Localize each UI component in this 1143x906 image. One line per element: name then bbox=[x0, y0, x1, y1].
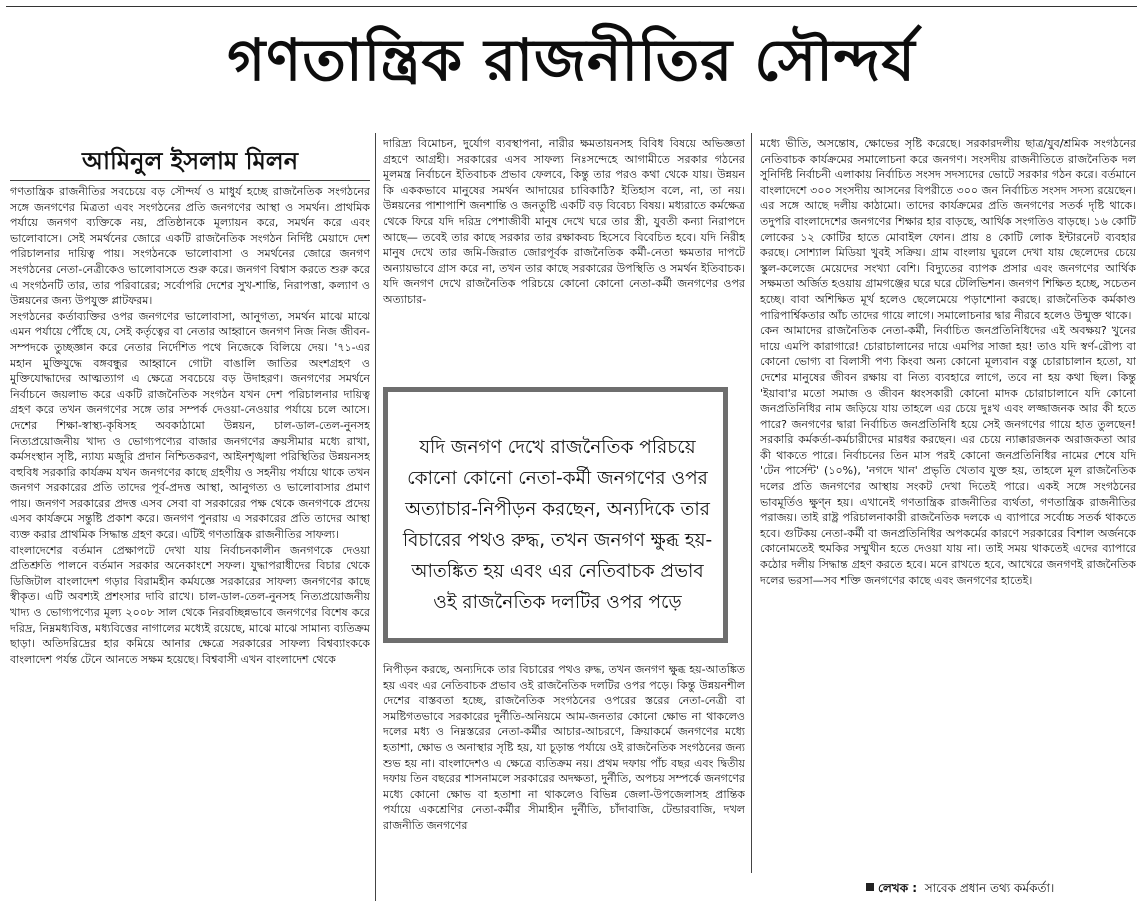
col1-paragraph-2: সংগঠনের কর্তাব্যক্তির ওপর জনগণের ভালোবাসা, আনুগত্য, সমর্থন মাঝে মাঝে এমন পর্যায়ে পৌঁছে যে, সেই কর্তৃত্বের বা নেতার আহ্বানে জনগণ নিজ নিজ জীবন-সম্পদকে তুচ্ছজ্ঞান করে নেতার নির্দেশিত পথে নিজেকে বিলিয়ে দেয়। '৭১-এর মহান মুক্তিযুদ্ধে বঙ্গবন্ধুর আহ্বানে গোটা বাঙালি জাতির অংশগ্রহণ ও মুক্তিযোদ্ধাদের আত্মত্যাগ এ ক্ষেত্রে সবচেয়ে বড় উদাহরণ। জনগণের সমর্থনে নির্বাচনে জয়লাভ করে একটি রাজনৈতিক সংগঠন যখন দেশ পরিচালনার দায়িত্ব গ্রহণ করে তখন জনগণের সঙ্গে তার সম্পর্ক দেওয়া-নেওয়ার পর্যায়ে চলে আসে। দেশের শিক্ষা-স্বাস্থ্য-কৃষিসহ অবকাঠামো উন্নয়ন, চাল-ডাল-তেল-নুনসহ নিত্যপ্রয়োজনীয় খাদ্য ও ভোগ্যপণ্যের বাজার জনগণের ক্রয়সীমার মধ্যে রাখা, কর্মসংস্থান সৃষ্টি, ন্যায্য মজুরি প্রদান নিশ্চিতকরণ, আইনশৃঙ্খলা পরিস্থিতির উন্নয়নসহ বহুবিধ সরকারি কার্যক্রম যখন জনগণের কাছে গ্রহণীয় ও সহনীয় পর্যায়ে থাকে তখন জনগণ সরকারের প্রতি তাদের পূর্ব-প্রদত্ত আস্থা, আনুগত্য ও ভালোবাসার প্রমাণ পায়। জনগণ সরকারের প্রদত্ত এসব সেবা বা সরকারের পক্ষ থেকে জনগণকে প্রদেয় এসব কার্যক্রমে সন্তুষ্টি প্রকাশ করে। জনগণ পুনরায় এ সরকারের প্রতি তাদের আস্থা ব্যক্ত করার প্রাথমিক সিদ্ধান্ত গ্রহণ করে। এটিই গণতান্ত্রিক রাজনীতির সাফল্য। bbox=[10, 309, 370, 542]
column-divider-1 bbox=[375, 133, 376, 901]
article-headline: গণতান্ত্রিক রাজনীতির সৌন্দর্য bbox=[227, 26, 916, 94]
col3-paragraph-1: মধ্যে ভীতি, অসন্তোষ, ক্ষোভের সৃষ্টি করেছে। সরকারদলীয় ছাত্র/যুব/শ্রমিক সংগঠনের নেতিবাচক কার্যক্রমের সমালোচনা করে জনগণ। সংসদীয় রাজনীতিতে রাজনৈতিক দল সুনির্দিষ্ট নির্বাচনী এলাকায় নির্বাচিত সংসদ সদস্যদের ভোটে সরকার গঠন করে। বর্তমানে বাংলাদেশে ৩০০ সংসদীয় আসনের বিপরীতে ৩০০ জন নির্বাচিত সংসদ সদস্য রয়েছেন। এর সঙ্গে আছে দলীয় কাঠামো। তাদের কার্যক্রমের প্রতি জনগণের সতর্ক দৃষ্টি থাকে। তদুপরি বাংলাদেশের জনগণের শিক্ষার হার বাড়ছে, আর্থিক সংগতিও বাড়ছে। ১৬ কোটি লোকের ১২ কোটির হাতে মোবাইল ফোন। প্রায় ৪ কোটি লোক ইন্টারনেট ব্যবহার করছে। সোশ্যাল মিডিয়া খুবই সক্রিয়। গ্রাম বাংলায় ঘুরলে দেখা যায় ছেলেদের চেয়ে স্কুল-কলেজে মেয়েদের সংখ্যা বেশি। বিদ্যুতের ব্যাপক প্রসার এবং জনগণের আর্থিক সক্ষমতা অর্জিত হওয়ায় গ্রামগঞ্জের ঘরে ঘরে টেলিভিশন। জনগণ শিক্ষিত হচ্ছে, সচেতন হচ্ছে। বাবা অশিক্ষিত মূর্খ হলেও ছেলেমেয়ে পড়াশোনা করছে। রাজনৈতিক কর্মকাণ্ড পারিপার্শ্বিকতার আঁচ তাদের গায়ে লাগে। সমালোচনার দ্বার নীরবে হলেও উন্মুক্ত থাকে। bbox=[760, 137, 1136, 322]
pull-quote-text: যদি জনগণ দেখে রাজনৈতিক পরিচয়ে কোনো কোনো নেতা-কর্মী জনগণের ওপর অত্যাচার-নিপীড়ন করছেন, অন্যদিকে তার বিচারের পথও রুদ্ধ, তখন জনগণ ক্ষুব্ধ হয়-আতঙ্কিত হয় এবং এর নেতিবাচক প্রভাব ওই রাজনৈতিক দলটির ওপর পড়ে bbox=[402, 437, 713, 613]
column-3 bbox=[760, 136, 1136, 874]
col2-bottom-paragraph: নিপীড়ন করছে, অন্যদিকে তার বিচারের পথও রুদ্ধ, তখন জনগণ ক্ষুব্ধ হয়-আতঙ্কিত হয় এবং এর নেতিবাচক প্রভাব ওই রাজনৈতিক দলটির ওপর পড়ে। কিন্তু উন্নয়নশীল দেশের বাস্তবতা হচ্ছে, রাজনৈতিক সংগঠনের ওপরের স্তরের নেতা-নেত্রী বা সমষ্টিগতভাবে সরকারের দুর্নীতি-অনিয়মে আম-জনতার কোনো ক্ষোভ না থাকলেও দলের মধ্য ও নিম্নস্তরের নেতা-কর্মীর আচার-আচরণে, ক্রিয়াকর্মে জনগণের মধ্যে হতাশা, ক্ষোভ ও অনাস্থার সৃষ্টি হয়, যা চূড়ান্ত পর্যায়ে ওই রাজনৈতিক সংগঠনের জন্য শুভ হয় না। বাংলাদেশও এ ক্ষেত্রে ব্যতিক্রম নয়। প্রথম দফায় পাঁচ বছর এবং দ্বিতীয় দফায় তিন বছরের শাসনামলে সরকারের অদক্ষতা, দুর্নীতি, অপচয় সম্পর্কে জনগণের মধ্যে কোনো ক্ষোভ বা হতাশা না থাকলেও বিভিন্ন জেলা-উপজেলাসহ প্রান্তিক পর্যায়ে একশ্রেণির নেতা-কর্মীর সীমাহীন দুর্নীতি, চাঁদাবাজি, টেন্ডারবাজি, দখল রাজনীতি জনগণের bbox=[383, 663, 745, 832]
author-note-label: লেখক : bbox=[878, 881, 918, 895]
author-note-text: সাবেক প্রধান তথ্য কর্মকর্তা। bbox=[924, 881, 1055, 895]
column-1 bbox=[10, 184, 370, 900]
column-2-top bbox=[383, 136, 745, 380]
column-divider-2 bbox=[751, 133, 752, 873]
pull-quote-box bbox=[383, 387, 728, 643]
col3-paragraph-2: কেন আমাদের রাজনৈতিক নেতা-কর্মী, নির্বাচিত জনপ্রতিনিধিদের এই অবক্ষয়? খুনের দায়ে এমপি কারাগারে! চোরাচালানের দায়ে এমপির সাজা হয়! তাও যদি স্বর্ণ-রৌপ্য বা কোনো ভোগ্য বা বিলাসী পণ্য কিংবা অন্য কোনো মূল্যবান বস্তু চোরাচালান হতো, যা দেশের মানুষের জীবন রক্ষায় বা নিত্য ব্যবহারে লাগে, তবে না হয় কথা ছিল। কিন্তু 'ইয়াবা'র মতো সমাজ ও জীবন ধ্বংসকারী কোনো মাদক চোরাচালানে যদি কোনো জনপ্রতিনিধির নাম জড়িয়ে যায় তাহলে এর চেয়ে দুঃখ এবং লজ্জাজনক আর কী হতে পারে? জনগণের দ্বারা নির্বাচিত জনপ্রতিনিধি হয়ে সেই জনগণের গায়ে হাত তুলছেন! সরকারি কর্মকর্তা-কর্মচারীদের মারধর করছেন। এর চেয়ে ন্যাক্কারজনক অরাজকতা আর কী থাকতে পারে। নির্বাচনের তিন মাস পরই কোনো জনপ্রতিনিধির নামের শেষে যদি 'টেন পার্সেন্ট' (১০%), 'নগদে খান' প্রভৃতি খেতাব যুক্ত হয়, তাহলে মূল রাজনৈতিক দলের প্রতি জনগণের আস্থায় সংকট দেখা দিতেই পারে। একই সঙ্গে সংগঠনের ভাবমূর্তিও ক্ষুণ্ন হয়। এখানেই গণতান্ত্রিক রাজনীতির ব্যর্থতা, গণতান্ত্রিক রাজনীতির পরাজয়। তাই রাষ্ট্র পরিচালনাকারী রাজনৈতিক দলকে এ ব্যাপারে সর্বোচ্চ সতর্ক থাকতে হবে। গুটিকয় নেতা-কর্মী বা জনপ্রতিনিধির অপকর্মের কারণে সরকারের বিশাল অর্জনকে কোনোমতেই হুমকির সম্মুখীন হতে দেওয়া যায় না। তাই সময় থাকতেই এদের ব্যাপারে কঠোর দলীয় সিদ্ধান্ত গ্রহণ করতে হবে। মনে রাখতে হবে, আখেরে জনগণই রাজনৈতিক দলের ভরসা—সব শক্তি জনগণের কাছে এবং জনগণের হাতেই। bbox=[760, 324, 1136, 587]
column-2-bottom bbox=[383, 662, 745, 900]
top-rule bbox=[6, 6, 1137, 7]
square-bullet-icon bbox=[866, 883, 874, 891]
col1-paragraph-3: বাংলাদেশের বর্তমান প্রেক্ষাপটে দেখা যায় নির্বাচনকালীন জনগণকে দেওয়া প্রতিশ্রুতি পালনে বর্তমান সরকার অনেকাংশে সফল। যুদ্ধাপরাধীদের বিচার থেকে ডিজিটাল বাংলাদেশ গড়ার বিরামহীন কর্মযজ্ঞে সরকারের সাফল্য জনগণের কাছে স্বীকৃত। এটি অবশ্যই প্রশংসার দাবি রাখে। চাল-ডাল-তেল-নুনসহ নিত্যপ্রয়োজনীয় খাদ্য ও ভোগ্যপণ্যের মূল্য ২০০৮ সাল থেকে নিরবচ্ছিন্নভাবে জনগণের বিশেষ করে দরিদ্র, নিম্নমধ্যবিত্ত, মধ্যবিত্তের নাগালের মধ্যেই রয়েছে, মাঝে মাঝে সামান্য ব্যতিক্রম ছাড়া। অতিদরিদ্রের হার কমিয়ে আনার ক্ষেত্রে সরকারের সাফল্য বিশ্বব্যাংককে বাংলাদেশ পর্যন্ত টেনে আনতে সক্ষম হয়েছে। বিশ্ববাসী এখন বাংলাদেশ থেকে bbox=[10, 543, 370, 666]
byline-rule bbox=[10, 180, 370, 181]
col1-paragraph-1: গণতান্ত্রিক রাজনীতির সবচেয়ে বড় সৌন্দর্য ও মাধুর্য হচ্ছে রাজনৈতিক সংগঠনের সঙ্গে জনগণের মিত্রতা এবং সংগঠনের প্রতি জনগণের আস্থা ও সমর্থন। প্রাথমিক পর্যায়ে জনগণ ব্যক্তিকে নয়, প্রতিষ্ঠানকে মূল্যায়ন করে, সমর্থন করে এবং ভালোবাসে। সেই সমর্থনের জোরে একটি রাজনৈতিক সংগঠন নির্দিষ্ট মেয়াদে দেশ পরিচালনার দায়িত্ব পায়। সংগঠনকে ভালোবাসা ও সমর্থনের জোরে জনগণ সংগঠনের নেতা-নেত্রীকেও ভালোবাসতে শুরু করে। জনগণ বিশ্বাস করতে শুরু করে এ সংগঠনটি তার, তার পরিবারের; সর্বোপরি দেশের সুখ-শান্তি, নিরাপত্তা, কল্যাণ ও উন্নয়নের জন্য উপযুক্ত প্লাটফরম। bbox=[10, 185, 370, 308]
author-note bbox=[866, 880, 1136, 896]
author-byline: আমিনুল ইসলাম মিলন bbox=[82, 147, 299, 175]
col2-paragraph-1: দারিদ্র্য বিমোচন, দুর্যোগ ব্যবস্থাপনা, নারীর ক্ষমতায়নসহ বিবিধ বিষয়ে অভিজ্ঞতা গ্রহণে আগ্রহী। সরকারের এসব সাফল্য নিঃসন্দেহে আগামীতে সরকার গঠনের মূলমন্ত্র নির্বাচনে ইতিবাচক প্রভাব ফেলবে, কিন্তু তার পরও কথা থেকে যায়। উন্নয়ন কি এককভাবে মানুষের সমর্থন আদায়ের চাবিকাঠি? ইতিহাস বলে, না, তা নয়। উন্নয়নের পাশাপাশি জনশান্তি ও জনতুষ্টি একটি বড় বিবেচ্য বিষয়। মধ্যরাতে কর্মক্ষেত্র থেকে ফিরে যদি দরিদ্র পেশাজীবী মানুষ দেখে ঘরে তার স্ত্রী, যুবতী কন্যা নিরাপদে আছে— তবেই তার কাছে সরকার তার রক্ষাকবচ হিসেবে বিবেচিত হবে। যদি নিরীহ মানুষ দেখে তার জমি-জিরাত জোরপূর্বক রাজনৈতিক কর্মী-নেতা ক্ষমতার দাপটে অন্যায়ভাবে গ্রাস করে না, তখন তার কাছে সরকারের উপস্থিতি ও সমর্থন ইতিবাচক। যদি জনগণ দেখে রাজনৈতিক পরিচয়ে কোনো কোনো নেতা-কর্মী জনগণের ওপর অত্যাচার- bbox=[383, 137, 745, 306]
